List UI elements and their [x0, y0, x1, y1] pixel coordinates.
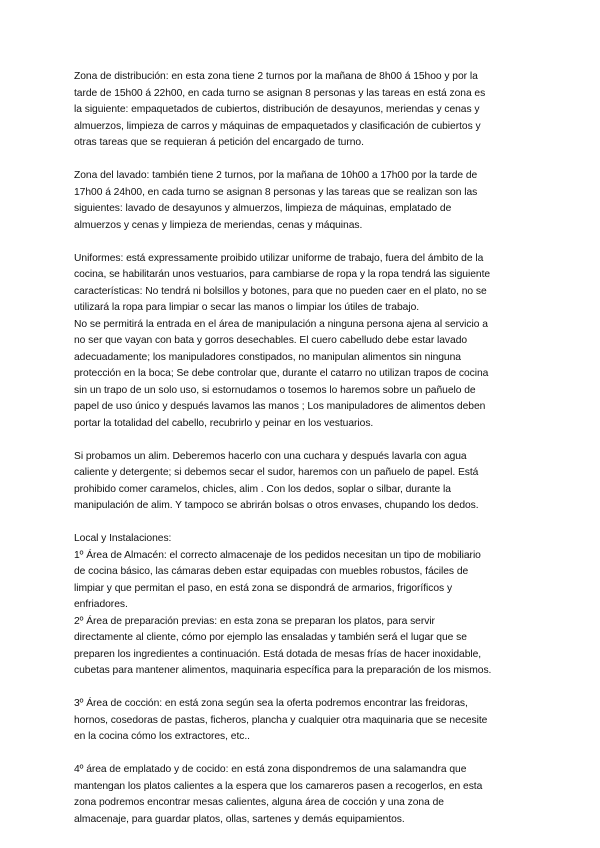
text-line: la siguiente: empaquetados de cubiertos, distribución de desayunos, meriendas y cenas y — [74, 104, 480, 115]
text-line: mantengan los platos calientes a la espera que los camareros pasen a recogerlos, en esta — [74, 780, 483, 792]
text-line: siguientes: lavado de desayunos y almuerzos, limpieza de máquinas, emplatado de — [74, 203, 452, 214]
text-line: Zona del lavado: también tiene 2 turnos, por la mañana de 10h00 a 17h00 por la tarde de — [74, 170, 478, 181]
text-line: utilizará la ropa para limpiar o secar las manos o limpiar los útiles de trabajo. — [74, 302, 420, 313]
text-line: preparen los ingredientes a continuación. Está dotada de mesas frías de hacer inoxidable, — [74, 648, 482, 660]
paragraph-emplatado — [74, 762, 528, 828]
text-line: limpiar y que permitan el paso, en está zona se dispondrá de armarios, frigoríficos y — [74, 582, 453, 594]
text-line: caliente y detergente; si debemos secar el sudor, haremos con un pañuelo de papel. Está — [74, 467, 479, 478]
text-line: papel de uso único y después lavamos las manos ; Los manipuladores de alimentos deben — [74, 401, 486, 412]
paragraph-local-instalaciones — [74, 531, 528, 680]
text-line: No se permitirá la entrada en el área de manipulación a ninguna persona ajena al servicio a — [74, 318, 488, 330]
text-line: cocina, se habilitarán unos vestuarios, para cambiarse de ropa y la ropa tendrá las siguiente — [74, 269, 491, 280]
paragraph-distribucion — [74, 69, 528, 152]
text-line: 4º área de emplatado y de cocido: en está zona dispondremos de una salamandra que — [74, 764, 467, 775]
text-line: cubetas para mantener alimentos, maquinaria específica para la preparación de los mismos. — [74, 665, 492, 676]
text-line: almuerzos y cenas y limpieza de meriendas, cenas y máquinas. — [74, 219, 363, 231]
text-line: directamente al cliente, cómo por ejemplo las ensaladas y también será el lugar que se — [74, 632, 467, 643]
text-line: prohibido comer caramelos, chicles, alim . Con los dedos, soplar o silbar, durante la — [74, 483, 451, 495]
text-line: Local y Instalaciones: — [74, 533, 172, 544]
text-line: características: No tendrá ni bolsillos y botones, para que no pueden caer en el plato, no se — [74, 285, 487, 297]
text-line: enfriadores. — [74, 599, 128, 610]
text-line: Si probamos un alim. Deberemos hacerlo con una cuchara y después lavarla con agua — [74, 450, 467, 462]
text-line: en la cocina cómo los extractores, etc.. — [74, 731, 250, 742]
text-line: hornos, cosedoras de pastas, ficheros, plancha y cualquier otra maquinaria que se necesite — [74, 714, 488, 726]
text-line: 17h00 á 24h00, en cada turno se asignan 8 personas y las tareas que se realizan son las — [74, 186, 478, 198]
document-page — [74, 69, 528, 828]
paragraph-uniformes — [74, 251, 528, 433]
text-line: 3º Área de cocción: en está zona según sea la oferta podremos encontrar las freidoras, — [74, 698, 468, 709]
text-line: portar la totalidad del cabello, recubrirlo y peinar en los vestuarios. — [74, 417, 374, 429]
text-line: protección en la boca; Se debe controlar que, durante el catarro no utilizan trapos de cocina — [74, 368, 489, 379]
text-line: 1º Área de Almacén: el correcto almacenaje de los pedidos necesitan un tipo de mobiliario — [74, 549, 481, 561]
paragraph-lavado — [74, 168, 528, 234]
paragraph-coccion — [74, 696, 528, 746]
text-line: no ser que vayan con bata y gorros desechables. El cuero cabelludo debe estar lavado — [74, 335, 468, 346]
text-line: almacenaje, para guardar platos, ollas, sartenes y demás equipamientos. — [74, 813, 405, 825]
text-line: almuerzos, limpieza de carros y máquinas de empaquetados y clasificación de cubiertos y — [74, 120, 481, 132]
paragraph-probamos — [74, 449, 528, 515]
text-line: 2º Área de preparación previas: en esta zona se preparan los platos, para servir — [74, 615, 435, 627]
text-line: Uniformes: está expressamente proibido utilizar uniforme de trabajo, fuera del ámbito de la — [74, 252, 484, 264]
text-line: otras tareas que se requieran á petición del encargado de turno. — [74, 137, 364, 148]
text-line: Zona de distribución: en esta zona tiene 2 turnos por la mañana de 8h00 á 15hoo y por la — [74, 71, 478, 82]
text-line: zona podremos encontrar mesas calientes, alguna área de cocción y una zona de — [74, 797, 444, 808]
text-line: tarde de 15h00 á 22h00, en cada turno se asignan 8 personas y las tareas en está zona es — [74, 87, 486, 99]
text-line: adecuadamente; los manipuladores constipados, no manipulan alimentos sin ninguna — [74, 351, 461, 363]
text-line: sin un trapo de un solo uso, si estornudamos o tosemos lo haremos sobre un pañuelo de — [74, 384, 476, 396]
text-line: manipulación de alim. Y tampoco se abrirán bolsas o otros envases, chupando los dedos. — [74, 500, 479, 511]
text-line: de cocina básico, las cámaras deben estar equipadas con muebles robustos, fáciles de — [74, 566, 469, 577]
